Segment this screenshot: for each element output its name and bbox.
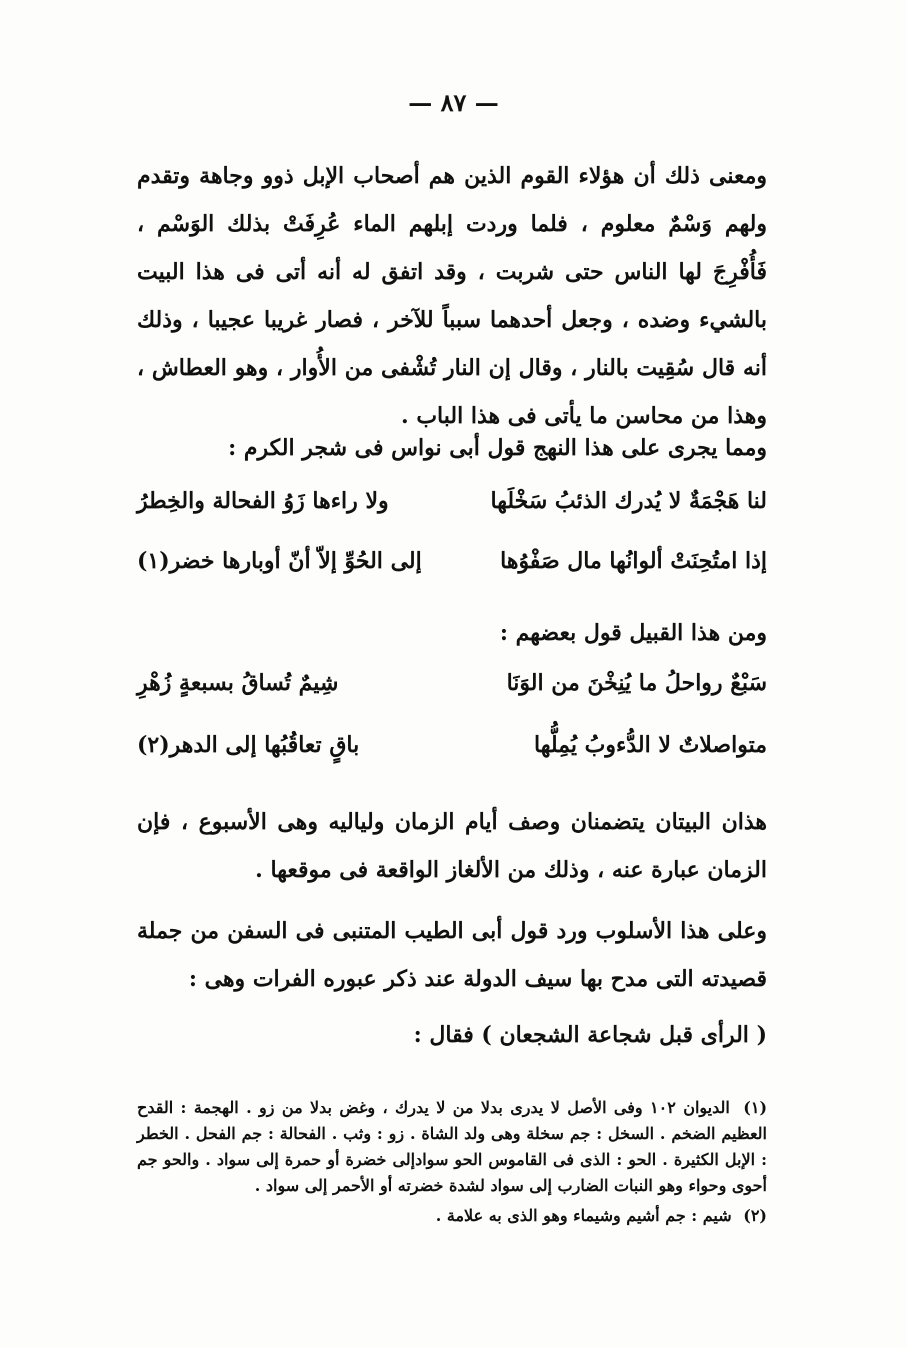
verse-3 xyxy=(137,670,767,710)
footnote-2-number: (٢) xyxy=(743,1206,767,1225)
paragraph-3: ومن هذا القبيل قول بعضهم : xyxy=(499,620,767,646)
page-number: — ٨٧ — xyxy=(408,88,499,117)
footnote-1 xyxy=(137,1095,767,1199)
verse-2-first-hemistich: إذا امتُحِنَتْ ألوانُها مال صَفْوُها xyxy=(500,548,767,574)
verse-4-first-hemistich: متواصلاتٌ لا الدُّءوبُ يُمِلُّها xyxy=(534,732,767,758)
paragraph-4: هذان البيتان يتضمنان وصف أيام الزمان ولياليه وهى الأسبوع ، فإن الزمان عبارة عنه ، وذلك من الألغاز الواقعة فى موقعها . xyxy=(137,809,767,883)
footnote-2-text: شيم : جم أشيم وشيماء وهو الذى به علامة . xyxy=(435,1206,732,1225)
verse-3-first-hemistich: سَبْعٌ رواحلُ ما يُنِخْنَ من الوَنَا xyxy=(506,670,767,696)
verse-4-second-hemistich: باقٍ تعاقُبُها إلى الدهر(٢) xyxy=(137,732,360,758)
paragraph-6: ( الرأى قبل شجاعة الشجعان ) فقال : xyxy=(413,1022,767,1048)
verse-4 xyxy=(137,732,767,772)
verse-3-second-hemistich: شِيمٌ تُساقُ بسبعةٍ زُهْرِ xyxy=(137,670,339,696)
verse-1-second-hemistich: ولا راءها زَوُ الفحالة والخِطرُ xyxy=(137,488,389,514)
footnote-2 xyxy=(137,1203,767,1229)
verse-2 xyxy=(137,548,767,588)
footnote-1-number: (١) xyxy=(743,1098,768,1117)
footnotes xyxy=(137,1095,767,1233)
verse-1 xyxy=(137,488,767,528)
footnote-1-text: الديوان ١٠٢ وفى الأصل لا يدرى بدلا من لا يدرك ، وغض بدلا من زو . الهجمة : القدح العظيم الضخم . السخل : جم سخلة وهى ولد الشاة . زو : وثب . الفحالة : جم الفحل . الخطر : الإبل الكثيرة . الحو : الذى فى القاموس الحو سوادإلى خضرة أو حمرة إلى سواد . والحو جم أحوى وحواء وهو النبات الضارب إلى سواد لشدة خضرته أو الأحمر إلى سواد . xyxy=(137,1098,767,1195)
verse-1-first-hemistich: لنا هَجْمَةٌ لا يُدرك الذئبُ سَخْلَها xyxy=(490,488,767,514)
paragraph-5: وعلى هذا الأسلوب ورد قول أبى الطيب المتنبى فى السفن من جملة قصيدته التى مدح بها سيف الدولة عند ذكر عبوره الفرات وهى : xyxy=(137,918,767,992)
paragraph-1: ومعنى ذلك أن هؤلاء القوم الذين هم أصحاب الإبل ذوو وجاهة وتقدم ولهم وَسْمٌ معلوم ، فلما وردت إبلهم الماء عُرِفَتْ بذلك الوَسْم ، فَأُفْرِجَ لها الناس حتى شربت ، وقد اتفق له أنه أتى فى هذا البيت بالشيء وضده ، وجعل أحدهما سبباً للآخر ، فصار غريبا عجيبا ، وذلك أنه قال سُقِيت بالنار ، وقال إن النار تُشْفى من الأُوار ، وهو العطاش ، وهذا من محاسن ما يأتى فى هذا الباب . xyxy=(137,163,767,429)
verse-2-second-hemistich: إلى الحُوِّ إلاّ أنّ أوبارها خضر(١) xyxy=(137,548,422,574)
paragraph-2: ومما يجرى على هذا النهج قول أبى نواس فى شجر الكرم : xyxy=(228,435,767,461)
